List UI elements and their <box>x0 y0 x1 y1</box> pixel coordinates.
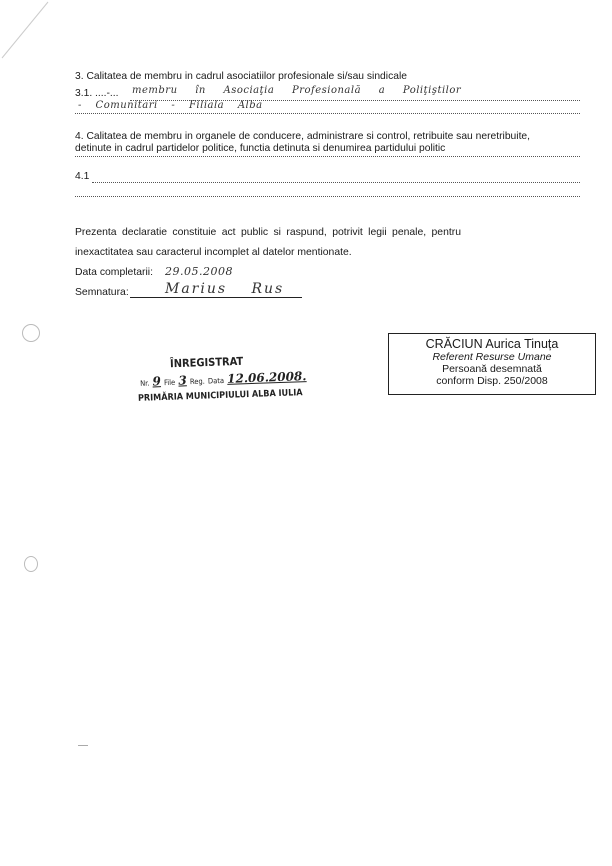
stamp-designation: Persoană desemnată <box>442 363 542 375</box>
stamp-box <box>388 333 596 395</box>
punch-hole-mark <box>24 556 38 572</box>
section3-row-label: 3.1. ....-... <box>75 88 119 99</box>
section4-row-label: 4.1 <box>75 171 90 182</box>
registration-reg-label: Reg. <box>189 376 205 387</box>
section4-dotted-line-2 <box>92 182 580 183</box>
section4-dotted-line-3 <box>75 196 580 197</box>
registration-date-value: 12.06.2008. <box>226 369 307 386</box>
date-value: 29.05.2008 <box>165 265 233 278</box>
section4-dotted-line-1 <box>75 156 580 157</box>
scan-artifact-dash <box>78 745 88 746</box>
section4-heading-line2: detinute in cadrul partidelor politice, functia detinuta si denumirea partidului politic <box>75 143 446 154</box>
punch-hole-mark <box>22 324 40 342</box>
registration-nr-label: Nr. <box>139 378 150 388</box>
scan-artifact-line <box>0 0 50 60</box>
stamp-name: CRĂCIUN Aurica Tinuța <box>425 337 559 351</box>
registration-file-label: File <box>163 377 176 388</box>
section3-handwritten-line2: - Comunitari - Filiala Alba <box>78 100 263 111</box>
signature-value: Marius Rus <box>165 281 285 297</box>
section3-handwritten-line1: membru în Asociaţia Profesională a Poliţiştilor <box>132 85 462 96</box>
registration-date-label: Data <box>207 375 225 386</box>
registration-number-line <box>140 369 307 389</box>
registration-file-value: 3 <box>178 373 187 388</box>
registration-institution: PRIMĂRIA MUNICIPIULUI ALBA IULIA <box>137 388 303 404</box>
declaration-line1: Prezenta declaratie constituie act public si raspund, potrivit legii penale, pentru <box>75 227 461 238</box>
declaration-line2: inexactitatea sau caracterul incomplet al datelor mentionate. <box>75 247 352 258</box>
stamp-disposition: conform Disp. 250/2008 <box>436 375 548 387</box>
signature-label: Semnatura: <box>75 287 129 298</box>
stamp-role: Referent Resurse Umane <box>432 351 552 363</box>
date-label: Data completarii: <box>75 267 153 278</box>
registration-title: ÎNREGISTRAT <box>169 354 244 371</box>
signature-line <box>130 297 302 298</box>
registration-nr-value: 9 <box>152 374 162 389</box>
section4-heading-line1: 4. Calitatea de membru in organele de conducere, administrare si control, retribuite sau neretribuite, <box>75 131 531 142</box>
section3-dotted-line-2 <box>75 113 580 114</box>
section3-heading: 3. Calitatea de membru in cadrul asociatiilor profesionale si/sau sindicale <box>75 71 407 82</box>
